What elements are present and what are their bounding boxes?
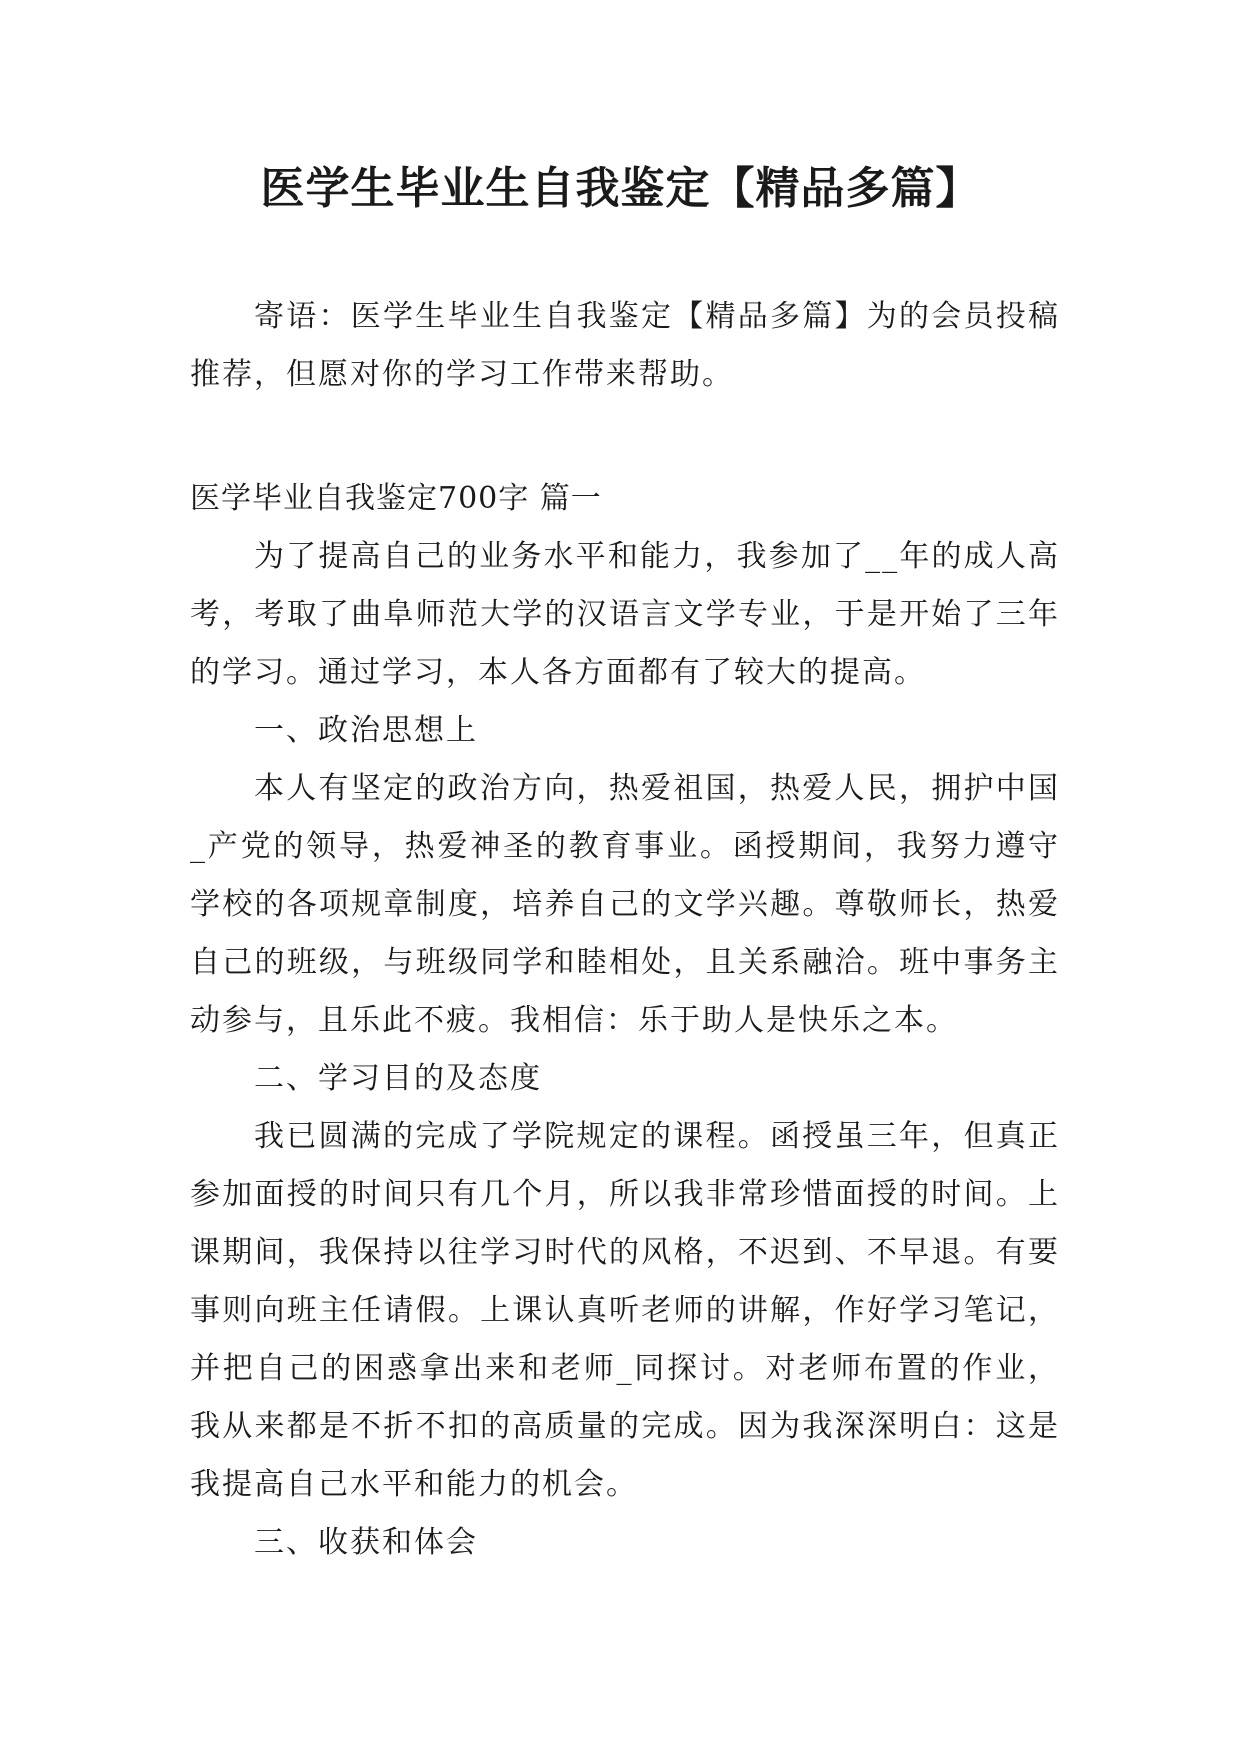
section-heading: 医学毕业自我鉴定700字 篇一: [190, 481, 602, 516]
body-paragraph: 本人有坚定的政治方向，热爱祖国，热爱人民，拥护中国_产党的领导，热爱神圣的教育事业。函授期间，我努力遵守学校的各项规章制度，培养自己的文学兴趣。尊敬师长，热爱自己的班级，与班级同学和睦相处，且关系融洽。班中事务主动参与，且乐此不疲。我相信：乐于助人是快乐之本。: [190, 771, 1060, 1038]
subheading-gains: 三、收获和体会: [254, 1525, 478, 1560]
body-paragraph: 为了提高自己的业务水平和能力，我参加了__年的成人高考，考取了曲阜师范大学的汉语言文学专业，于是开始了三年的学习。通过学习，本人各方面都有了较大的提高。: [190, 539, 1060, 690]
subheading-politics: 一、政治思想上: [254, 713, 478, 748]
body-paragraph: 我已圆满的完成了学院规定的课程。函授虽三年，但真正参加面授的时间只有几个月，所以我非常珍惜面授的时间。上课期间，我保持以往学习时代的风格，不迟到、不早退。有要事则向班主任请假。上课认真听老师的讲解，作好学习笔记，并把自己的困惑拿出来和老师_同探讨。对老师布置的作业，我从来都是不折不扣的高质量的完成。因为我深深明白：这是我提高自己水平和能力的机会。: [190, 1119, 1060, 1502]
document-title: 医学生毕业生自我鉴定【精品多篇】: [260, 163, 981, 214]
intro-paragraph: 寄语：医学生毕业生自我鉴定【精品多篇】为的会员投稿推荐，但愿对你的学习工作带来帮助。: [190, 299, 1060, 392]
subheading-study: 二、学习目的及态度: [254, 1061, 542, 1096]
document-body: [190, 288, 1060, 1572]
